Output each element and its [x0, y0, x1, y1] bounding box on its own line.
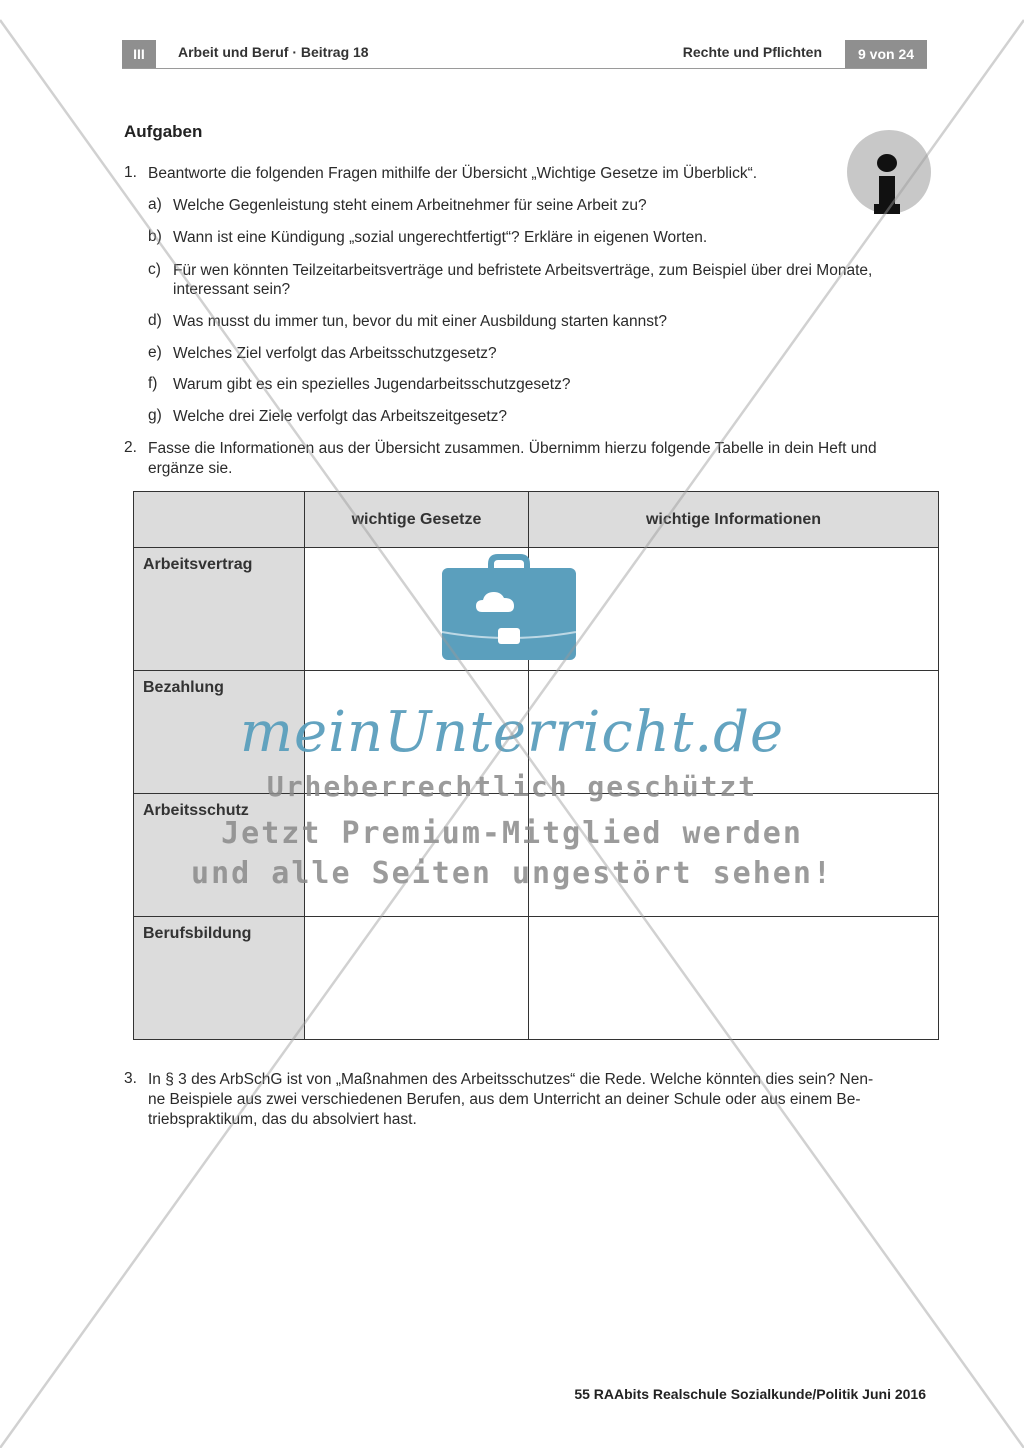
- watermark-brand: meinUnterricht.de: [239, 700, 785, 765]
- task-1e-text: Welches Ziel verfolgt das Arbeitsschutzgesetz?: [173, 345, 497, 362]
- briefcase-cloud-icon: [440, 552, 578, 662]
- watermark-view: und alle Seiten ungestört sehen!: [191, 856, 833, 891]
- row-label-berufsbildung: Berufsbildung: [134, 917, 305, 1040]
- task-2-text-line2: ergänze sie.: [148, 460, 233, 477]
- footer-source: 55 RAAbits Realschule Sozialkunde/Politik Juni 2016: [574, 1386, 926, 1402]
- task-1d-letter: d): [148, 312, 162, 329]
- table-header-information: wichtige Informationen: [529, 492, 939, 548]
- table-cell-empty: [529, 794, 939, 917]
- header-volume-label: III: [133, 46, 145, 62]
- table-header-empty-cell: [134, 492, 305, 548]
- header-page-number: 9 von 24: [857, 46, 915, 62]
- header-section: Rechte und Pflichten: [682, 44, 822, 60]
- table-cell-empty: [529, 917, 939, 1040]
- task-2-number: 2.: [124, 439, 137, 456]
- row-label-bezahlung: Bezahlung: [134, 671, 305, 794]
- task-1a-letter: a): [148, 196, 162, 213]
- row-label-arbeitsvertrag: Arbeitsvertrag: [134, 548, 305, 671]
- task-1g-text: Welche drei Ziele verfolgt das Arbeitszeitgesetz?: [173, 408, 507, 425]
- header-volume-box: [122, 40, 156, 68]
- task-1c-text-line1: Für wen könnten Teilzeitarbeitsverträge und befristete Arbeitsverträge, zum Beispiel über drei Monate,: [173, 262, 873, 279]
- table-row: [134, 917, 939, 1040]
- page-heading: Aufgaben: [124, 122, 203, 141]
- task-1g-letter: g): [148, 407, 162, 424]
- task-1e-letter: e): [148, 344, 162, 361]
- task-1f-letter: f): [148, 375, 158, 392]
- task-3-text-line3: triebspraktikum, das du absolviert hast.: [148, 1111, 417, 1128]
- task-2-text-line1: Fasse die Informationen aus der Übersicht zusammen. Übernimm hierzu folgende Tabelle in dein Heft und: [148, 440, 877, 457]
- table-cell-empty: [305, 917, 529, 1040]
- task-3-text-line2: ne Beispiele aus zwei verschiedenen Berufen, aus dem Unterricht an deiner Schule oder aus einem Be-: [148, 1091, 861, 1108]
- header-divider: [122, 68, 927, 69]
- table-cell-empty: [305, 794, 529, 917]
- task-3-number: 3.: [124, 1070, 137, 1087]
- header-title: Arbeit und Beruf · Beitrag 18: [178, 44, 369, 60]
- table-header-row: [134, 492, 939, 548]
- task-1a-text: Welche Gegenleistung steht einem Arbeitnehmer für seine Arbeit zu?: [173, 197, 647, 214]
- task-1-text: Beantworte die folgenden Fragen mithilfe der Übersicht „Wichtige Gesetze im Überblick“.: [148, 165, 758, 182]
- task-1b-letter: b): [148, 228, 162, 245]
- watermark-premium: Jetzt Premium-Mitglied werden: [221, 816, 803, 851]
- table-cell-empty: [529, 548, 939, 671]
- task-1f-text: Warum gibt es ein spezielles Jugendarbeitsschutzgesetz?: [173, 376, 571, 393]
- header-page-box: [845, 40, 927, 68]
- task-3-text-line1: In § 3 des ArbSchG ist von „Maßnahmen des Arbeitsschutzes“ die Rede. Welche könnten dies sein? Nen-: [148, 1071, 874, 1088]
- task-1b-text: Wann ist eine Kündigung „sozial ungerechtfertigt“? Erkläre in eigenen Worten.: [173, 229, 708, 246]
- task-1c-letter: c): [148, 261, 161, 278]
- task-1d-text: Was musst du immer tun, bevor du mit einer Ausbildung starten kannst?: [173, 313, 667, 330]
- task-1c-text-line2: interessant sein?: [173, 281, 291, 298]
- table-row: [134, 794, 939, 917]
- row-label-arbeitsschutz: Arbeitsschutz: [134, 794, 305, 917]
- table-header-laws: wichtige Gesetze: [305, 492, 529, 548]
- watermark-copyright: Urheberrechtlich geschützt: [266, 770, 758, 803]
- task-1-number: 1.: [124, 164, 137, 181]
